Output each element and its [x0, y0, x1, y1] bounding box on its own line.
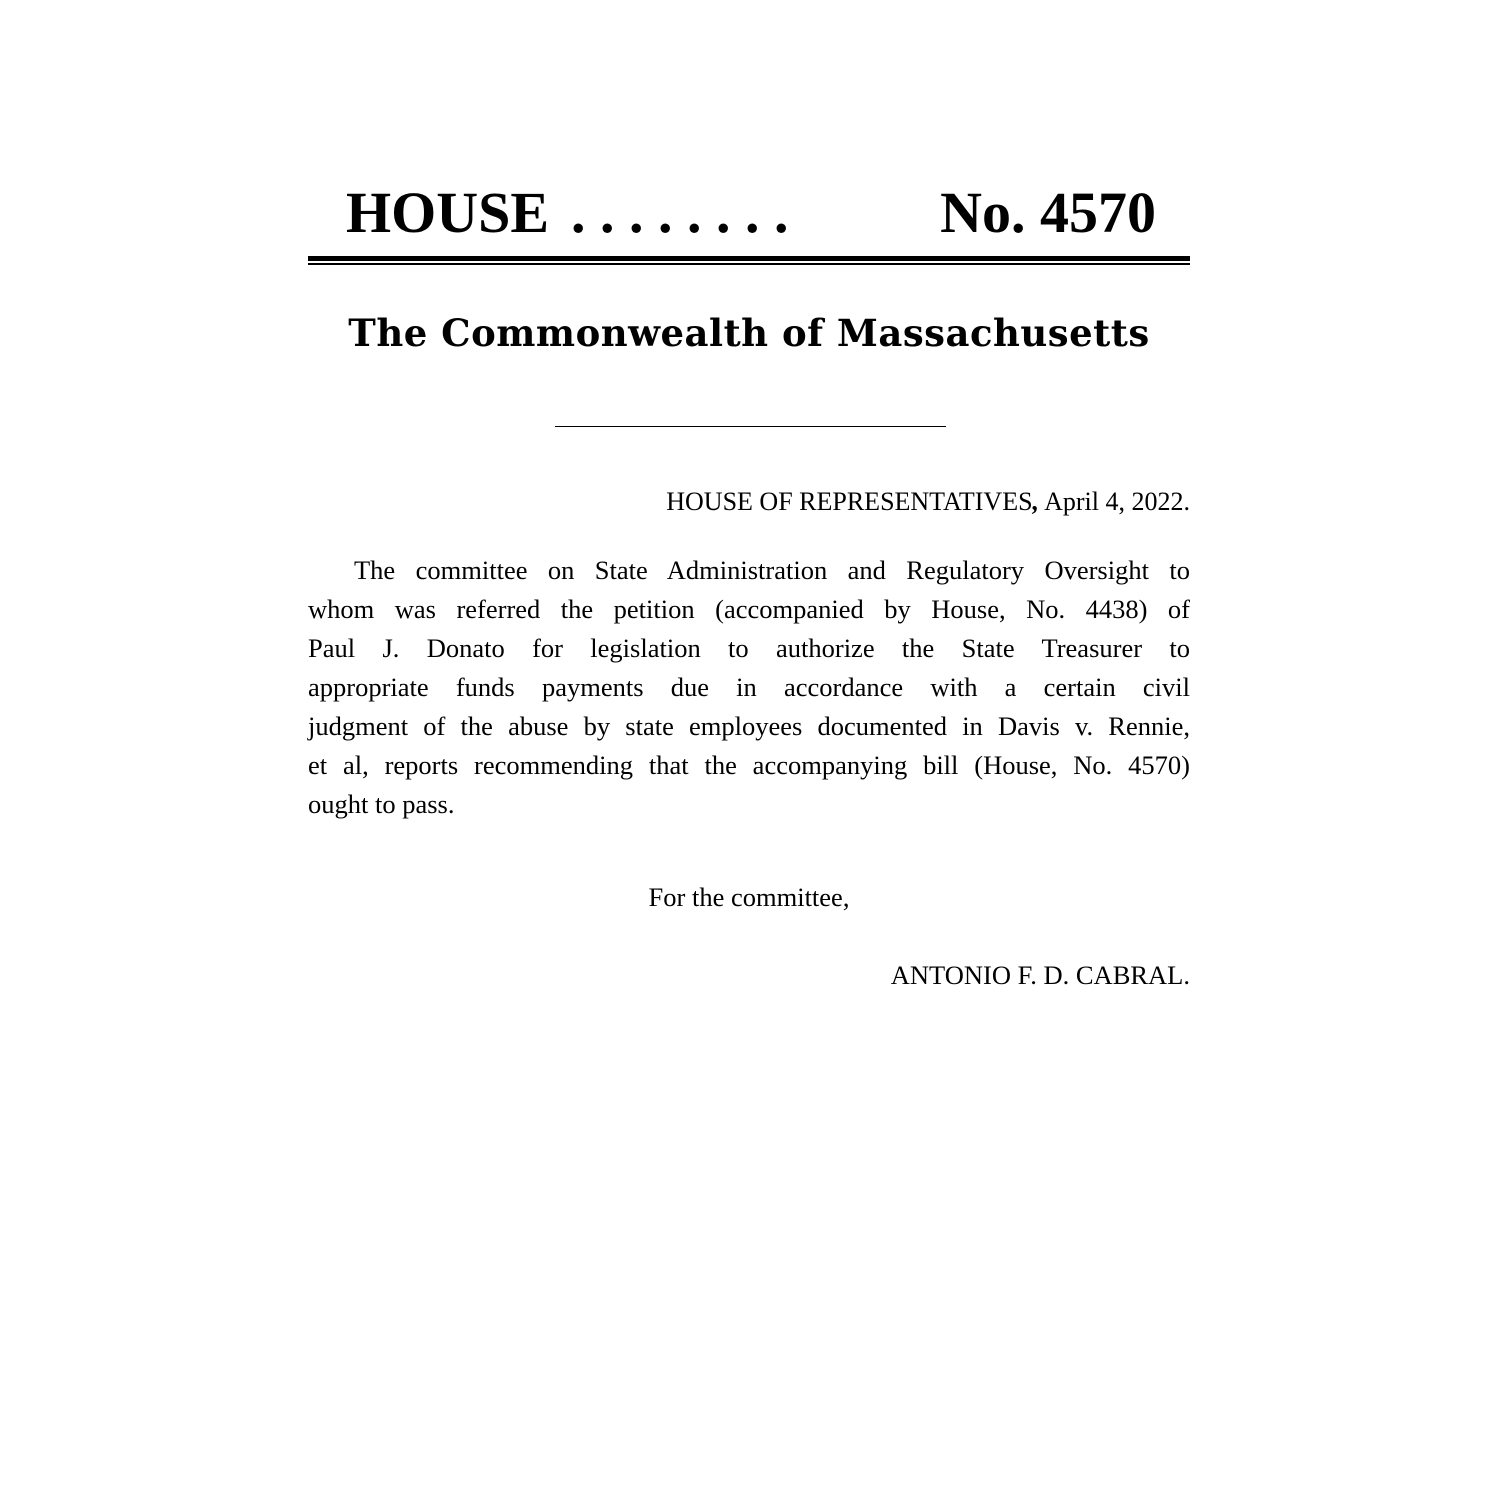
header-rule-thick [308, 256, 1190, 261]
report-line: et al, reports recommending that the accompanying bill (House, No. 4570) [308, 750, 1190, 780]
report-line: The committee on State Administration and Regulatory Oversight to [354, 555, 1190, 585]
dateline [308, 485, 1190, 519]
committee-report [308, 551, 1190, 824]
report-line: ought to pass. [308, 789, 455, 819]
signatory-name: ANTONIO F. D. CABRAL. [890, 960, 1190, 990]
dateline-body: HOUSE OF REPRESENTATIVES [666, 487, 1033, 516]
bill-header [346, 178, 1156, 248]
header-rule-thin [308, 263, 1190, 265]
report-line: judgment of the abuse by state employees documented in Davis v. Rennie, [308, 711, 1190, 741]
dateline-date: April 4, 2022. [1039, 487, 1190, 516]
report-line: Paul J. Donato for legislation to authorize the State Treasurer to [308, 633, 1190, 663]
closing-phrase: For the committee, [648, 882, 850, 912]
report-line: appropriate funds payments due in accordance with a certain civil [308, 672, 1190, 702]
report-line: whom was referred the petition (accompanied by House, No. 4438) of [308, 594, 1190, 624]
commonwealth-title: The Commonwealth of Massachusetts [348, 311, 1150, 355]
header-leader-dots: . . . . . . . . [571, 180, 789, 245]
chamber-name: HOUSE [346, 180, 550, 245]
bill-number: No. 4570 [940, 180, 1156, 245]
dateline-comma: , [1032, 487, 1040, 516]
title-divider [555, 426, 946, 427]
